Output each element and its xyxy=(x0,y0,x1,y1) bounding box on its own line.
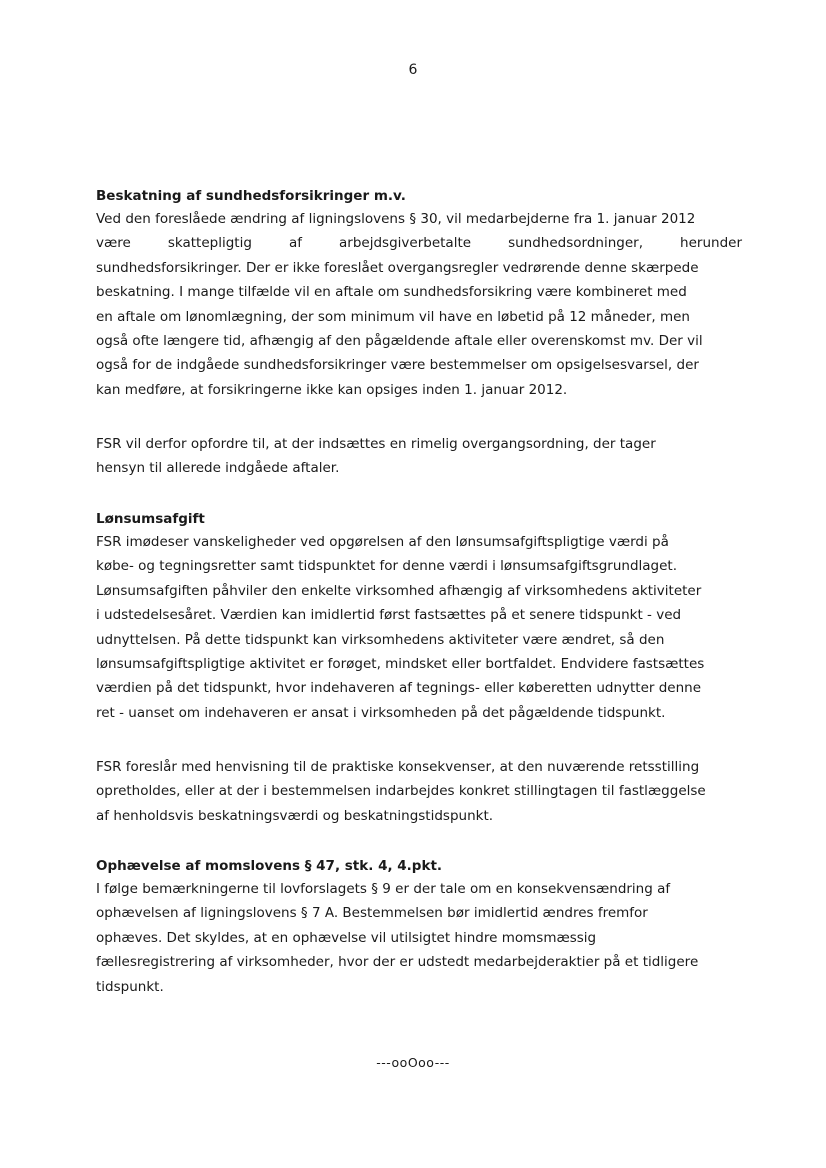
section-beskatning xyxy=(96,185,742,402)
text-line: i udstedelsesåret. Værdien kan imidlertid først fastsættes på et senere tidspunkt - ved xyxy=(96,607,682,624)
text-line: I følge bemærkningerne til lovforslagets § 9 er der tale om en konsekvensændring af xyxy=(96,881,671,897)
paragraph-retsstilling xyxy=(96,755,742,828)
word: være xyxy=(96,235,131,252)
paragraph xyxy=(96,877,742,999)
text-line: også for de indgåede sundhedsforsikringer være bestemmelser om opsigelsesvarsel, der xyxy=(96,357,699,374)
text-line: fællesregistrering af virksomheder, hvor der er udstedt medarbejderaktier på et tidligere xyxy=(96,954,699,971)
text-line: Lønsumsafgiften påhviler den enkelte virksomhed afhængig af virksomhedens aktiviteter xyxy=(96,582,702,599)
text-line xyxy=(96,231,742,255)
text-line: ophævelsen af ligningslovens § 7 A. Bestemmelsen bør imidlertid ændres fremfor xyxy=(96,905,648,922)
text-line: af henholdsvis beskatningsværdi og beskatningstidspunkt. xyxy=(96,807,494,824)
text-line: også ofte længere tid, afhængig af den pågældende aftale eller overenskomst mv. Der vil xyxy=(96,333,703,350)
text-line: lønsumsafgiftspligtige aktivitet er forøget, mindsket eller bortfaldet. Endvidere fastsættes xyxy=(96,656,705,673)
text-line: tidspunkt. xyxy=(96,978,164,995)
end-mark: ---ooOoo--- xyxy=(376,1055,450,1070)
text-line: hensyn til allerede indgåede aftaler. xyxy=(96,460,340,477)
text-line: købe- og tegningsretter samt tidspunktet for denne værdi i lønsumsafgiftsgrundlaget. xyxy=(96,558,677,575)
text-line: opretholdes, eller at der i bestemmelsen indarbejdes konkret stillingtagen til fastlæggelse xyxy=(96,783,706,800)
text-line: sundhedsforsikringer. Der er ikke foreslået overgangsregler vedrørende denne skærpede xyxy=(96,259,699,276)
section-heading: Beskatning af sundhedsforsikringer m.v. xyxy=(96,188,406,204)
word: af xyxy=(288,235,302,252)
word: herunder xyxy=(680,235,742,252)
paragraph-overgangsordning xyxy=(96,432,742,481)
word: skattepligtig xyxy=(167,235,252,252)
section-momslov xyxy=(96,855,742,999)
paragraph xyxy=(96,530,742,725)
text-line: FSR imødeser vanskeligheder ved opgørelsen af den lønsumsafgiftspligtige værdi på xyxy=(96,534,669,550)
page-number: 6 xyxy=(408,62,418,78)
text-line: FSR foreslår med henvisning til de praktiske konsekvenser, at den nuværende retsstilling xyxy=(96,759,700,775)
section-heading: Lønsumsafgift xyxy=(96,511,205,527)
text-line: beskatning. I mange tilfælde vil en aftale om sundhedsforsikring være kombineret med xyxy=(96,284,687,301)
section-lonsumsafgift xyxy=(96,508,742,725)
text-line: værdien på det tidspunkt, hvor indehaveren af tegnings- eller køberetten udnytter denne xyxy=(96,680,702,697)
text-line: Ved den foreslåede ændring af ligningslovens § 30, vil medarbejderne fra 1. januar 2012 xyxy=(96,211,696,227)
text-line: ophæves. Det skyldes, at en ophævelse vil utilsigtet hindre momsmæssig xyxy=(96,929,597,946)
word: arbejdsgiverbetalte xyxy=(339,235,472,252)
text-line: kan medføre, at forsikringerne ikke kan opsiges inden 1. januar 2012. xyxy=(96,381,568,398)
word: sundhedsordninger, xyxy=(508,235,643,252)
text-line: udnyttelsen. På dette tidspunkt kan virksomhedens aktiviteter være ændret, så den xyxy=(96,631,665,648)
text-line: FSR vil derfor opfordre til, at der indsættes en rimelig overgangsordning, der tager xyxy=(96,436,656,452)
section-heading: Ophævelse af momslovens § 47, stk. 4, 4.pkt. xyxy=(96,858,443,874)
text-line: ret - uanset om indehaveren er ansat i virksomheden på det pågældende tidspunkt. xyxy=(96,704,666,721)
paragraph xyxy=(96,207,742,402)
text-line: en aftale om lønomlægning, der som minimum vil have en løbetid på 12 måneder, men xyxy=(96,308,690,325)
